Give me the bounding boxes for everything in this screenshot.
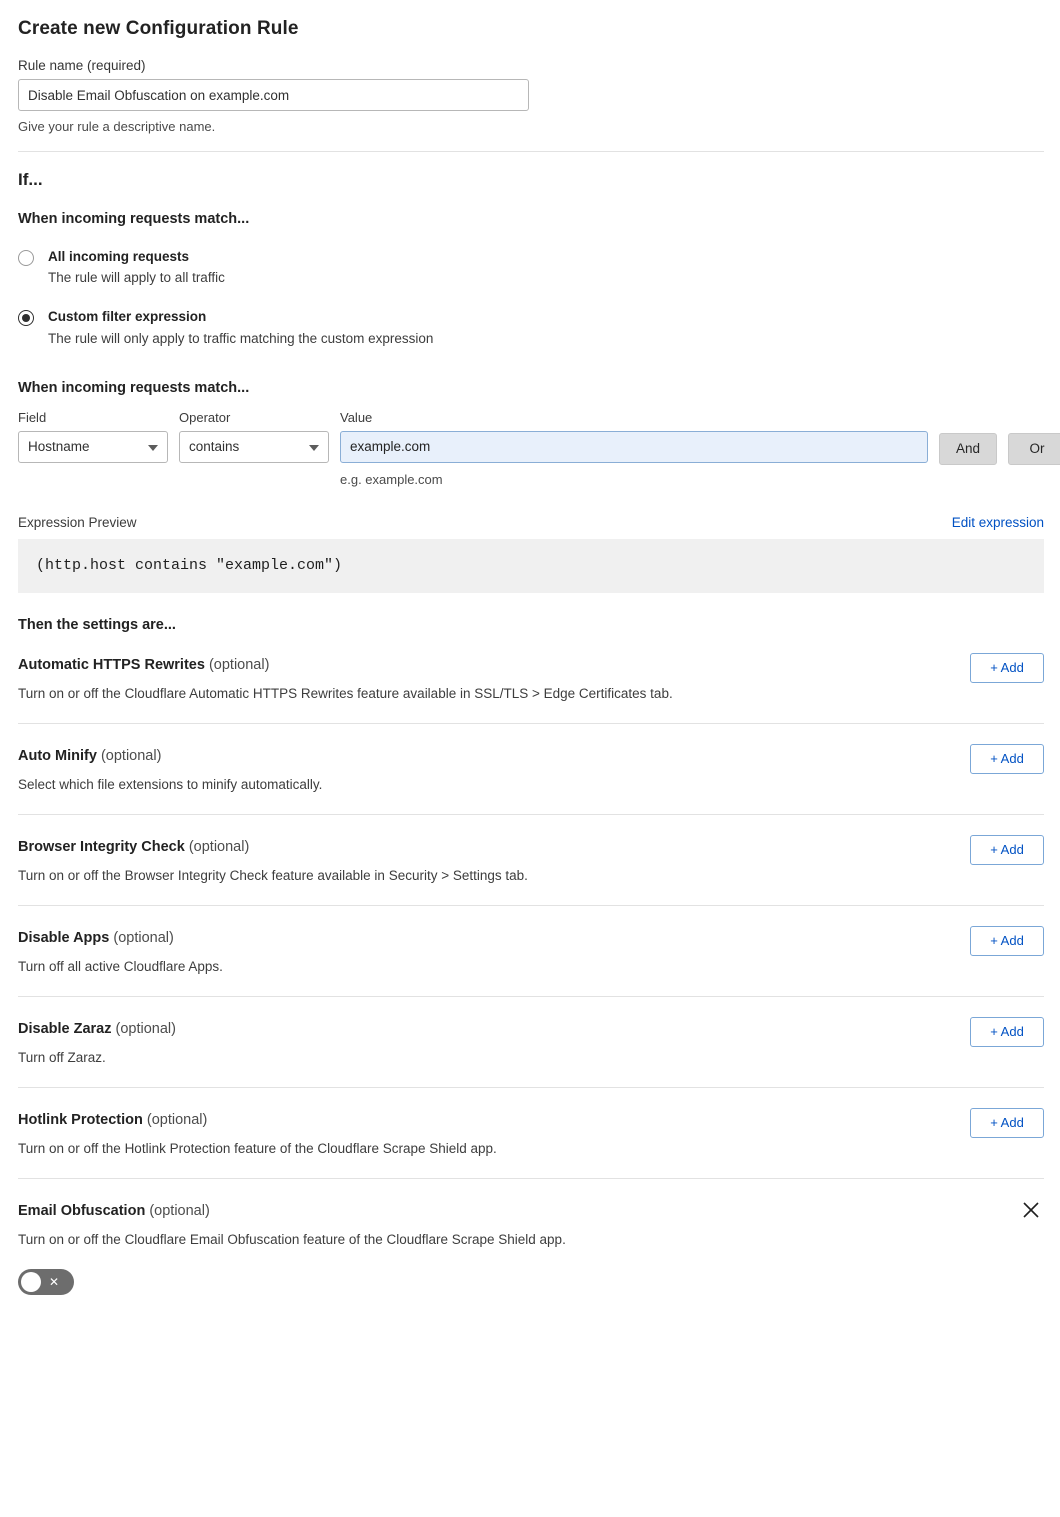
filter-expression-builder: [18, 410, 1044, 487]
rule-name-help: Give your rule a descriptive name.: [18, 119, 216, 134]
setting-name: Disable Apps: [18, 929, 110, 946]
setting-description: Select which file extensions to minify automatically.: [18, 776, 323, 792]
field-select-value: Hostname: [28, 439, 90, 455]
radio-option-all-incoming-requests[interactable]: [18, 248, 1044, 287]
operator-select[interactable]: [179, 431, 329, 463]
divider: [18, 151, 1044, 152]
value-input[interactable]: [340, 431, 928, 463]
add-button[interactable]: + Add: [970, 926, 1044, 956]
add-button[interactable]: + Add: [970, 653, 1044, 683]
setting-description: Turn off all active Cloudflare Apps.: [18, 958, 223, 974]
setting-optional: (optional): [208, 656, 270, 673]
add-button[interactable]: + Add: [970, 1108, 1044, 1138]
setting-name: Auto Minify: [18, 747, 97, 764]
chevron-down-icon: [309, 445, 319, 451]
chevron-down-icon: [148, 445, 158, 451]
operator-column: [179, 410, 329, 463]
value-column: [340, 410, 928, 487]
setting-disable-zaraz: [18, 997, 1044, 1088]
operator-column-label: Operator: [179, 409, 231, 425]
then-section-title: Then the settings are...: [18, 616, 176, 633]
setting-optional: (optional): [188, 838, 250, 855]
builder-heading: When incoming requests match...: [18, 379, 250, 396]
setting-email-obfuscation: [18, 1179, 1044, 1317]
field-column: [18, 410, 168, 463]
match-heading: When incoming requests match...: [18, 211, 250, 227]
setting-name: Browser Integrity Check: [18, 838, 185, 855]
radio-option-desc: The rule will apply to all traffic: [48, 270, 225, 286]
toggle-knob: [21, 1272, 41, 1292]
value-help: e.g. example.com: [340, 471, 443, 487]
field-select[interactable]: [18, 431, 168, 463]
edit-expression-link[interactable]: Edit expression: [951, 514, 1044, 530]
email-obfuscation-toggle[interactable]: [18, 1269, 74, 1295]
setting-description: Turn on or off the Cloudflare Automatic HTTPS Rewrites feature available in SSL/TLS > Edge Certificates tab.: [18, 685, 673, 701]
radio-icon[interactable]: [18, 310, 34, 326]
add-button[interactable]: + Add: [970, 744, 1044, 774]
radio-option-label: Custom filter expression: [48, 309, 207, 325]
close-icon[interactable]: [1020, 1199, 1042, 1221]
field-column-label: Field: [18, 409, 47, 425]
radio-option-custom-filter-expression[interactable]: [18, 308, 1044, 347]
setting-description: Turn on or off the Cloudflare Email Obfuscation feature of the Cloudflare Scrape Shield app.: [18, 1231, 566, 1247]
page-title: Create new Configuration Rule: [18, 18, 299, 39]
expression-preview-box: [18, 539, 1044, 593]
toggle-off-icon: ✕: [49, 1274, 60, 1289]
rule-name-input[interactable]: [18, 79, 529, 111]
rule-name-label: Rule name (required): [18, 58, 146, 73]
setting-optional: (optional): [115, 1020, 176, 1037]
setting-optional: (optional): [100, 747, 162, 764]
if-section-title: If...: [18, 170, 43, 189]
radio-icon[interactable]: [18, 250, 34, 266]
setting-name: Hotlink Protection: [18, 1111, 143, 1128]
expression-preview-header: [18, 515, 1044, 530]
radio-option-desc: The rule will only apply to traffic matching the custom expression: [48, 330, 434, 346]
add-button[interactable]: + Add: [970, 835, 1044, 865]
rule-name-group: [18, 58, 1044, 134]
setting-browser-integrity-check: [18, 815, 1044, 906]
setting-optional: (optional): [146, 1111, 208, 1128]
setting-hotlink-protection: [18, 1088, 1044, 1179]
setting-automatic-https-rewrites: [18, 633, 1044, 724]
setting-optional: (optional): [149, 1202, 210, 1219]
setting-description: Turn on or off the Hotlink Protection feature of the Cloudflare Scrape Shield app.: [18, 1140, 497, 1156]
radio-option-label: All incoming requests: [48, 249, 190, 264]
setting-name: Disable Zaraz: [18, 1020, 112, 1037]
value-column-label: Value: [340, 409, 373, 425]
setting-description: Turn on or off the Browser Integrity Check feature available in Security > Settings tab.: [18, 867, 528, 883]
setting-description: Turn off Zaraz.: [18, 1049, 106, 1065]
or-button[interactable]: Or: [1008, 433, 1060, 465]
setting-name: Automatic HTTPS Rewrites: [18, 656, 205, 673]
setting-optional: (optional): [113, 929, 174, 946]
expression-preview-label: Expression Preview: [18, 514, 137, 530]
setting-name: Email Obfuscation: [18, 1202, 146, 1219]
and-button[interactable]: And: [939, 433, 997, 465]
logic-buttons: [939, 410, 997, 465]
setting-auto-minify: [18, 724, 1044, 815]
add-button[interactable]: + Add: [970, 1017, 1044, 1047]
operator-select-value: contains: [189, 439, 240, 455]
setting-disable-apps: [18, 906, 1044, 997]
expression-preview-text: (http.host contains "example.com"): [36, 557, 343, 575]
